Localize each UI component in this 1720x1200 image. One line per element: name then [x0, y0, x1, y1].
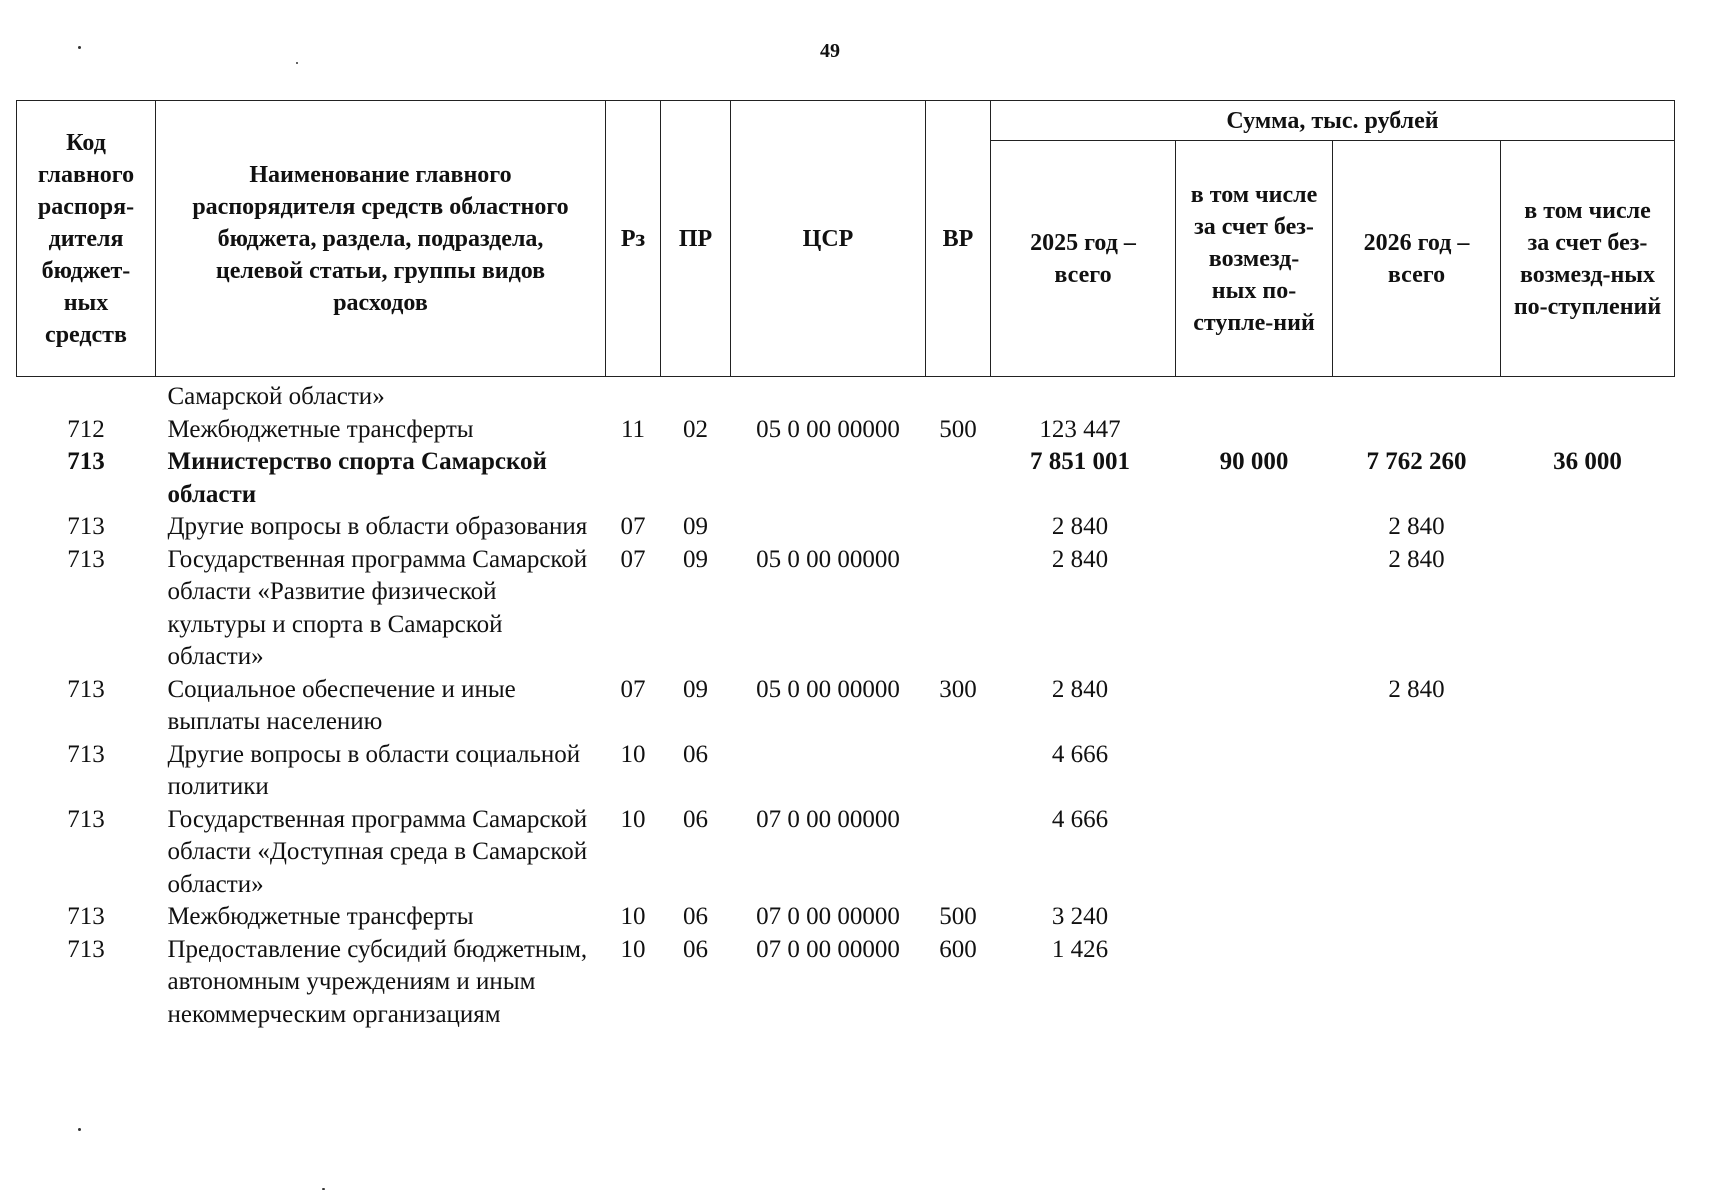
cell-2025-total: 2 840 [1051, 513, 1109, 540]
cell-csr [731, 511, 926, 544]
cell-2026-total [1333, 739, 1501, 804]
scan-speck [322, 1188, 325, 1190]
cell-code: 713 [67, 740, 105, 768]
cell-name: Предоставление субсидий бюджетным, автономным учреждениям и иным некоммерческим организациям [167, 935, 588, 1028]
cell-2025-free [1176, 674, 1333, 739]
cell-pr: 06 [683, 805, 708, 833]
cell-code: 713 [67, 448, 105, 475]
cell-name: Межбюджетные трансферты [167, 903, 474, 930]
cell-code: 712 [67, 415, 105, 443]
cell-2025-free: 90 000 [1219, 448, 1289, 475]
header-code: Код главного распоря-дителя бюджет-ных средств [17, 101, 156, 377]
cell-name: Межбюджетные трансферты [167, 415, 474, 443]
table-row [17, 544, 1675, 674]
cell-code: 713 [67, 545, 105, 573]
cell-2026-free [1501, 674, 1675, 739]
table-row [17, 804, 1675, 902]
header-csr: ЦСР [731, 101, 926, 377]
cell-pr: 09 [683, 675, 708, 703]
cell-2026-total [1333, 377, 1501, 414]
cell-name: Министерство спорта Самарской области [167, 448, 547, 508]
cell-2025-total: 3 240 [1051, 903, 1109, 930]
header-sum: Сумма, тыс. рублей [991, 101, 1675, 141]
table-row [17, 934, 1675, 1032]
cell-2026-total: 7 762 260 [1366, 448, 1467, 475]
cell-pr: 02 [683, 415, 708, 443]
cell-2026-total [1333, 901, 1501, 934]
table-row [17, 674, 1675, 739]
cell-vr [926, 511, 991, 544]
cell-2025-free [1176, 901, 1333, 934]
budget-table [16, 100, 1675, 1031]
cell-csr [731, 446, 926, 511]
header-name: Наименование главного распорядителя средств областного бюджета, раздела, подраздела, целевой статьи, группы видов расходов [156, 101, 606, 377]
header-2026-total: 2026 год – всего [1333, 141, 1501, 377]
cell-code: 713 [67, 903, 105, 930]
scan-speck [78, 46, 81, 49]
cell-2025-total: 4 666 [1051, 740, 1109, 768]
table-header [17, 101, 1675, 377]
cell-csr: 05 0 00 00000 [756, 415, 900, 443]
cell-rz [606, 377, 661, 414]
header-pr: ПР [661, 101, 731, 377]
cell-pr: 06 [683, 903, 708, 930]
cell-vr [926, 739, 991, 804]
scan-speck [296, 62, 298, 64]
cell-code [17, 377, 156, 414]
table-row [17, 901, 1675, 934]
cell-name: Другие вопросы в области социальной политики [167, 740, 581, 800]
cell-2026-free [1501, 901, 1675, 934]
cell-2025-free [1176, 414, 1333, 447]
cell-pr: 06 [683, 740, 708, 768]
cell-2026-total [1333, 804, 1501, 902]
cell-rz: 10 [620, 740, 646, 768]
cell-2026-free [1501, 934, 1675, 1032]
cell-2026-free: 36 000 [1553, 448, 1622, 475]
cell-name: Государственная программа Самарской области «Развитие физической культуры и спорта в Самарской области» [167, 545, 588, 670]
header-2025-total: 2025 год – всего [991, 141, 1176, 377]
cell-rz: 10 [620, 805, 646, 833]
cell-2026-total [1333, 934, 1501, 1032]
cell-code: 713 [67, 513, 105, 540]
cell-2025-total: 123 447 [1039, 415, 1121, 443]
cell-name: Социальное обеспечение и иные выплаты населению [167, 675, 516, 735]
cell-vr [926, 377, 991, 414]
cell-rz: 10 [620, 903, 646, 930]
cell-csr: 05 0 00 00000 [756, 675, 900, 703]
cell-rz: 11 [620, 415, 646, 443]
cell-csr: 07 0 00 00000 [756, 903, 900, 930]
cell-rz: 07 [620, 675, 646, 703]
cell-vr [926, 446, 991, 511]
cell-rz: 10 [620, 935, 646, 963]
cell-2025-free [1176, 934, 1333, 1032]
cell-vr: 600 [939, 935, 977, 963]
cell-pr: 09 [683, 545, 708, 573]
cell-2025-total: 4 666 [1051, 805, 1109, 833]
table-row [17, 414, 1675, 447]
cell-csr: 05 0 00 00000 [756, 545, 900, 573]
cell-vr: 300 [939, 675, 977, 703]
page-number: 49 [820, 40, 840, 62]
header-vr: ВР [926, 101, 991, 377]
table-body [17, 377, 1675, 1032]
cell-vr: 500 [939, 903, 977, 930]
cell-vr: 500 [939, 415, 977, 443]
cell-name: Государственная программа Самарской области «Доступная среда в Самарской области» [167, 805, 588, 898]
cell-2025-total: 7 851 001 [1030, 448, 1130, 475]
header-rz: Рз [606, 101, 661, 377]
cell-csr [731, 739, 926, 804]
cell-rz: 07 [620, 545, 646, 573]
header-2026-free: в том числе за счет без-возмезд-ных по-ступлений [1501, 141, 1675, 377]
cell-2026-free [1501, 804, 1675, 902]
cell-vr [926, 544, 991, 674]
cell-csr: 07 0 00 00000 [756, 805, 900, 833]
cell-pr [661, 446, 731, 511]
cell-name: Другие вопросы в области образования [167, 513, 588, 540]
cell-2026-free [1501, 739, 1675, 804]
header-2025-free: в том числе за счет без-возмезд-ных по-ступле-ний [1176, 141, 1333, 377]
cell-2025-free [1176, 804, 1333, 902]
cell-2026-total: 2 840 [1388, 545, 1445, 573]
cell-2026-free [1501, 544, 1675, 674]
table-row [17, 739, 1675, 804]
cell-pr: 06 [683, 935, 708, 963]
cell-name: Самарской области» [167, 383, 385, 410]
cell-2026-free [1501, 511, 1675, 544]
cell-2025-total: 1 426 [1051, 935, 1109, 963]
cell-csr: 07 0 00 00000 [756, 935, 900, 963]
table-row [17, 511, 1675, 544]
cell-2026-free [1501, 414, 1675, 447]
cell-csr [731, 377, 926, 414]
cell-2026-total: 2 840 [1388, 675, 1445, 703]
cell-rz: 07 [620, 513, 646, 540]
cell-pr [661, 377, 731, 414]
cell-2026-free [1501, 377, 1675, 414]
cell-code: 713 [67, 935, 105, 963]
cell-2025-total: 2 840 [1051, 545, 1109, 573]
cell-vr [926, 804, 991, 902]
scan-speck [78, 1128, 81, 1131]
cell-2025-free [1176, 739, 1333, 804]
cell-2025-free [1176, 511, 1333, 544]
cell-2025-free [1176, 377, 1333, 414]
cell-2025-total [991, 377, 1176, 414]
cell-2026-total: 2 840 [1388, 513, 1445, 540]
cell-code: 713 [67, 675, 105, 703]
cell-2025-free [1176, 544, 1333, 674]
table-row [17, 377, 1675, 414]
cell-pr: 09 [683, 513, 708, 540]
cell-2025-total: 2 840 [1051, 675, 1109, 703]
cell-2026-total [1333, 414, 1501, 447]
cell-code: 713 [67, 805, 105, 833]
table-row [17, 446, 1675, 511]
cell-rz [606, 446, 661, 511]
